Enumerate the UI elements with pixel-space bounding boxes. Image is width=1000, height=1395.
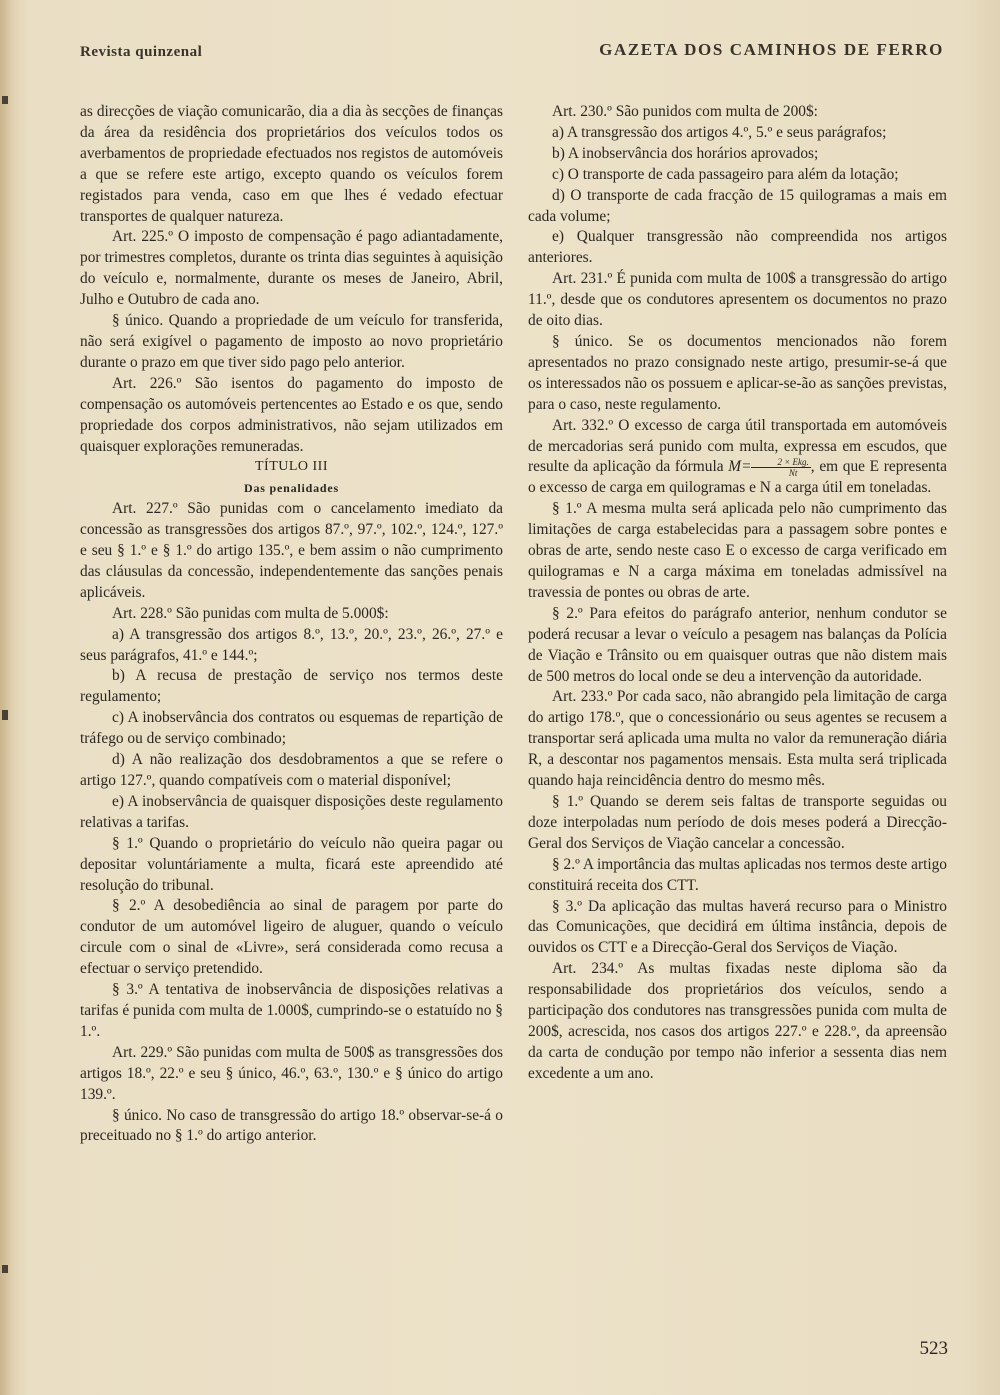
paragraph-3-228: § 3.º A tentativa de inobservância de disposições relativas a tarifas é punida com multa de 1.000$, cumprindo-se o estatuído no § 1.º. bbox=[80, 981, 503, 1040]
margin-mark bbox=[2, 96, 8, 104]
article-231: Art. 231.º É punida com multa de 100$ a transgressão do artigo 11.º, desde que os condutores apresentem os documentos no prazo de oito dias. bbox=[528, 270, 947, 330]
paragraph-2-332: § 2.º Para efeitos do parágrafo anterior, nenhum condutor se poderá recusar a levar o veículo a pesagem nas balanças da Polícia de Viação e Trânsito ou em quaisquer outras que não distem mais de 500 metros do local onde se deu a intervenção da autoridade. bbox=[528, 604, 947, 685]
article-227: Art. 227.º São punidas com o cancelamento imediato da concessão as transgressões dos artigos 87.º, 97.º, 102.º, 124.º, 127.º e seu § 1.º e § 1.º do artigo 135.º, e bem assim o não cumprimento das cláusulas da concessão, independentemente das sanções penais aplicáveis. bbox=[80, 500, 503, 601]
article-225: Art. 225.º O imposto de compensação é pago adiantadamente, por trimestres completos, durante os trinta dias seguintes à aquisição do veículo e, normalmente, durante os meses de Janeiro, Abril, Julho e Outubro de cada ano. bbox=[80, 228, 503, 309]
list-item-b: b) A recusa de prestação de serviço nos termos deste regulamento; bbox=[80, 667, 503, 706]
paragraph-2-233: § 2.º A importância das multas aplicadas nos termos deste artigo constituirá receita dos CTT. bbox=[528, 855, 948, 894]
list-item-a: a) A transgressão dos artigos 8.º, 13.º, 20.º, 23.º, 26.º, 27.º e seus parágrafos, 41.º e 144.º; bbox=[80, 625, 503, 664]
paragraph-1-332: § 1.º A mesma multa será aplicada pelo não cumprimento das limitações de carga estabelecidas para a passagem sobre pontes e obras de arte, sendo neste caso E o excesso de carga verificado em quilogramas e N a carga máxima em toneladas admissível na travessia de pontes ou obras de arte. bbox=[528, 500, 947, 601]
article-332-text-cont: , em que E representa o excesso de carga em quilogramas e N a carga útil em toneladas. bbox=[528, 458, 947, 497]
margin-mark bbox=[2, 710, 8, 720]
list-item-b: b) A inobservância dos horários aprovados; bbox=[552, 144, 819, 162]
section-title: TÍTULO III bbox=[254, 459, 329, 475]
margin-mark bbox=[2, 1265, 8, 1273]
list-item-c: c) O transporte de cada passageiro para além da lotação; bbox=[552, 165, 899, 183]
paragraph-unico-229: § único. No caso de transgressão do artigo 18.º observar-se-á o preceituado no § 1.º do artigo anterior. bbox=[80, 1106, 503, 1145]
article-226: Art. 226.º São isentos do pagamento do imposto de compensação os automóveis pertencentes ao Estado e os que, sendo propriedade dos corpos administrativos, não sejam utilizados em quaisquer explorações remuneradas. bbox=[80, 374, 503, 455]
article-234: Art. 234.º As multas fixadas neste diploma são da responsabilidade dos proprietários dos veículos, sendo a participação dos condutores nas transgressões punida com multa de 200$, acrescida, nos casos dos artigos 227.º e 228.º, da apreensão da carta de condução por tempo não inferior a sessenta dias nem excedente a um ano. bbox=[528, 960, 947, 1082]
article-332-text: Art. 332.º O excesso de carga útil transportada em automóveis de mercadorias será punido com multa, expressa em escudos, que resulte da aplicação da fórmula bbox=[528, 416, 947, 476]
formula-numerator: 2 × Ekg. bbox=[751, 457, 810, 468]
formula-fraction bbox=[751, 457, 810, 478]
formula-denominator: Nt bbox=[788, 468, 798, 479]
right-column bbox=[528, 102, 947, 1085]
paragraph-1-228: § 1.º Quando o proprietário do veículo não queira pagar ou depositar voluntáriamente a multa, ficará este apreendido até resolução do tribunal. bbox=[80, 834, 503, 894]
list-item-e: e) Qualquer transgressão não compreendida nos artigos anteriores. bbox=[528, 228, 947, 267]
article-230: Art. 230.º São punidos com multa de 200$: bbox=[552, 103, 818, 120]
list-item-d: d) O transporte de cada fracção de 15 quilogramas a mais em cada volume; bbox=[528, 186, 947, 225]
running-header-left: Revista quinzenal bbox=[80, 44, 203, 60]
formula bbox=[728, 457, 811, 479]
paragraph-unico-225: § único. Quando a propriedade de um veículo for transferida, não será exigível o pagamento de imposto ao novo proprietário durante o prazo em que tiver sido pago pelo anterior. bbox=[80, 312, 503, 371]
running-header-right: GAZETA DOS CAMINHOS DE FERRO bbox=[599, 40, 944, 59]
list-item-a: a) A transgressão dos artigos 4.º, 5.º e seus parágrafos; bbox=[552, 123, 887, 141]
paragraph-3-233: § 3.º Da aplicação das multas haverá recurso para o Ministro das Comunicações, que decidirá em última instância, depois de ouvidos os CTT e a Direcção-Geral dos Serviços de Viação. bbox=[528, 897, 947, 957]
list-item-d: d) A não realização dos desdobramentos a que se refere o artigo 127.º, quando compatíveis com o material disponível; bbox=[80, 751, 503, 789]
paragraph-unico-231: § único. Se os documentos mencionados não forem apresentados no prazo consignado neste artigo, presumir-se-á que os interessados não os possuem e aplicar-se-ão as sanções previstas, para o caso, neste regulamento. bbox=[528, 332, 947, 413]
article-332 bbox=[528, 416, 947, 500]
paragraph: as direcções de viação comunicarão, dia a dia às secções de finanças da área da residência dos proprietários dos veículos todos os averbamentos de propriedade efectuados nos registos de automóveis a que se refere este artigo, excepto quando os veículos forem registados para venda, caso em que lhes é vedado efectuar transportes de qualquer natureza. bbox=[80, 103, 503, 225]
list-item-c: c) A inobservância dos contratos ou esquemas de repartição de tráfego ou de serviço combinado; bbox=[80, 709, 503, 748]
article-233: Art. 233.º Por cada saco, não abrangido pela limitação de carga do artigo 178.º, que o concessionário ou seus agentes se recusem a transportar será aplicada uma multa no valor da remuneração diária R, a descontar nos pagamentos mensais. Esta multa será triplicada quando haja reincidência dentro do mesmo mês. bbox=[528, 688, 947, 790]
page-edge bbox=[0, 0, 14, 1395]
page-number: 523 bbox=[919, 1338, 948, 1359]
section-subtitle: Das penalidades bbox=[243, 481, 340, 496]
paragraph-1-233: § 1.º Quando se derem seis faltas de transporte seguidas ou doze interpoladas num período de dois meses poderá a Direcção-Geral dos Serviços de Viação cancelar a concessão. bbox=[528, 793, 947, 852]
list-item-e: e) A inobservância de quaisquer disposições deste regulamento relativas a tarifas. bbox=[80, 792, 503, 831]
article-229: Art. 229.º São punidas com multa de 500$ as transgressões dos artigos 18.º, 22.º e seu § único, 46.º, 63.º, 130.º e § único do artigo 139.º. bbox=[80, 1043, 503, 1103]
formula-lhs: M= bbox=[728, 458, 752, 476]
left-column bbox=[80, 102, 503, 1147]
paragraph-2-228: § 2.º A desobediência ao sinal de paragem por parte do condutor de um automóvel ligeiro de aluguer, quando o veículo circule com o sinal de «Livre», será considerada como recusa a efectuar o serviço pretendido. bbox=[80, 897, 503, 978]
article-228: Art. 228.º São punidas com multa de 5.000$: bbox=[112, 604, 389, 622]
